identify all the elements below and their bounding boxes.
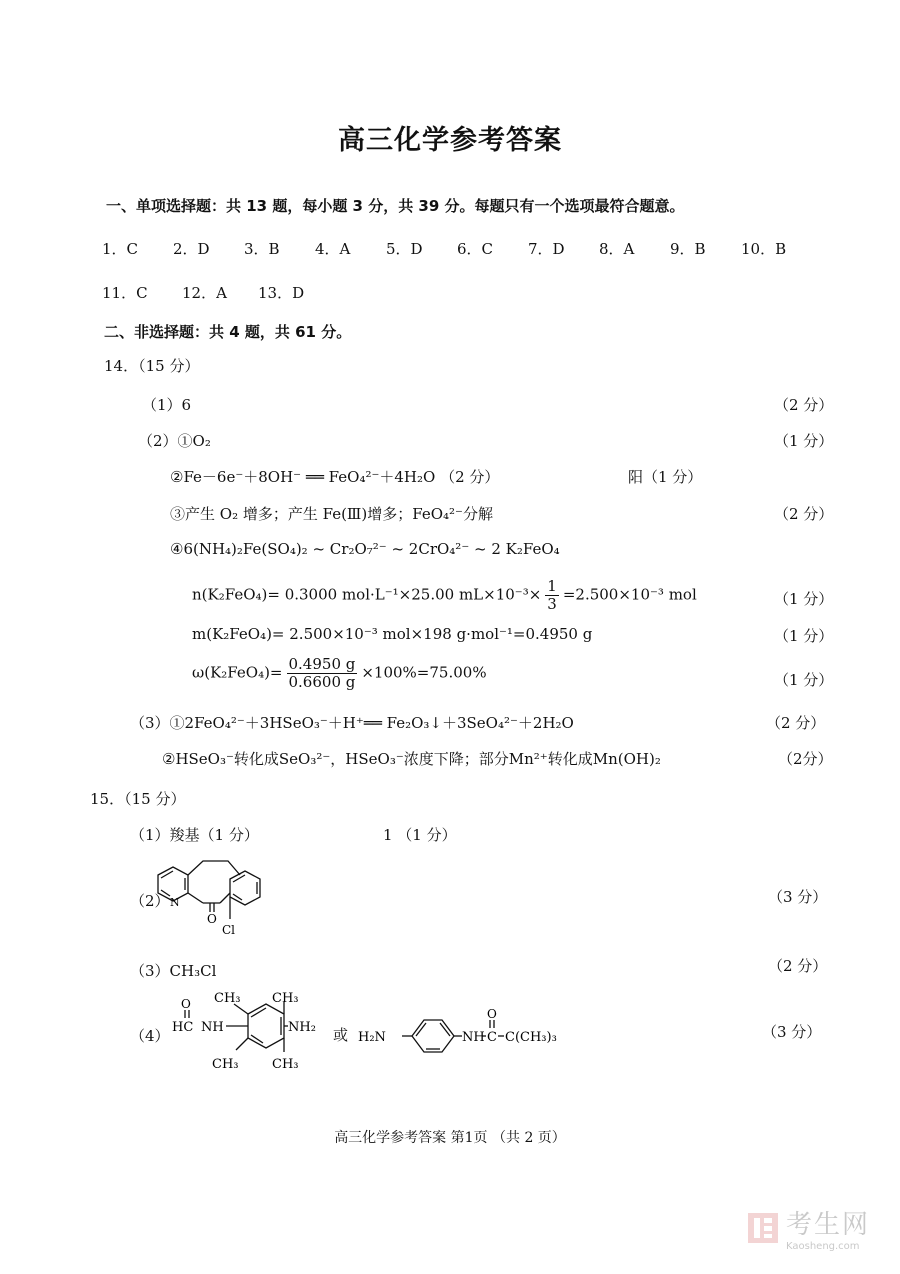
q14-calc3 <box>192 656 487 691</box>
atom-o: O <box>207 912 217 926</box>
section2-heading: 二、非选择题：共 4 题，共 61 分。 <box>104 323 352 341</box>
methyl-bottom-left: CH₃ <box>212 1057 239 1072</box>
amino-group: NH₂ <box>288 1020 316 1035</box>
watermark-text: 考生网 <box>785 1210 870 1240</box>
q14-p1-score: （2 分） <box>774 396 834 414</box>
answer-item: 2．D <box>173 240 210 258</box>
q14-p2b-extra: 阳（1 分） <box>628 468 703 486</box>
methyl-top-right: CH₃ <box>272 991 299 1006</box>
q14-label: 14．（15 分） <box>104 357 200 375</box>
q14-p1: （1）6 <box>142 396 192 414</box>
calc3-fraction <box>287 656 358 691</box>
nh-group: NH <box>201 1020 224 1035</box>
formyl-group: HC <box>172 1020 194 1035</box>
q14-calc2-score: （1 分） <box>774 627 834 645</box>
q15-p3-score: （2 分） <box>768 957 828 975</box>
fraction-denominator: 3 <box>547 595 557 613</box>
q15-p4-label: （4） <box>130 1027 170 1045</box>
watermark-logo <box>746 1204 870 1252</box>
calc1-left: n(K₂FeO₄)= 0.3000 mol·L⁻¹×25.00 mL×10⁻³× <box>192 585 542 604</box>
atom-o: O <box>181 997 191 1011</box>
q15-p2-score: （3 分） <box>768 888 828 906</box>
q15-p4-score: （3 分） <box>762 1023 822 1041</box>
q15-p2-label: （2） <box>130 892 170 910</box>
calc1-right: =2.500×10⁻³ mol <box>562 585 697 604</box>
page-title: 高三化学参考答案 <box>338 125 562 156</box>
amino-group: H₂N <box>358 1030 386 1045</box>
answer-item: 9．B <box>670 240 706 258</box>
q14-p2b: ②Fe－6e⁻＋8OH⁻ ══ FeO₄²⁻＋4H₂O （2 分） <box>170 468 500 486</box>
answer-item: 4．A <box>315 240 351 258</box>
q14-p2a: （2）①O₂ <box>138 432 211 450</box>
q15-label: 15．（15 分） <box>90 790 186 808</box>
answer-item: 10．B <box>741 240 787 258</box>
watermark-subtext: Kaosheng.com <box>785 1241 860 1252</box>
structure-2-diagram <box>148 855 278 945</box>
tert-butyl-group: C(CH₃)₃ <box>505 1030 557 1045</box>
answer-item: 12．A <box>182 284 227 302</box>
watermark-text-block <box>786 1204 870 1252</box>
q14-p3b-score: （2分） <box>778 750 833 768</box>
methyl-top-left: CH₃ <box>214 991 241 1006</box>
nh-group: NH <box>462 1030 485 1045</box>
q15-p3: （3）CH₃Cl <box>130 962 217 980</box>
fraction-numerator: 1 <box>547 577 557 595</box>
q14-calc3-score: （1 分） <box>774 671 834 689</box>
atom-cl: Cl <box>222 923 236 937</box>
answer-item: 7．D <box>528 240 565 258</box>
calc1-fraction <box>545 578 559 613</box>
calc3-left: ω(K₂FeO₄)= <box>192 663 283 682</box>
q14-p3a: （3）①2FeO₄²⁻＋3HSeO₃⁻＋H⁺══ Fe₂O₃↓＋3SeO₄²⁻＋2H₂O <box>130 714 574 732</box>
q14-p2a-score: （1 分） <box>774 432 834 450</box>
q14-p2c: ③产生 O₂ 增多；产生 Fe(Ⅲ)增多；FeO₄²⁻分解 <box>170 505 493 523</box>
or-connector: 或 <box>333 1026 349 1044</box>
answer-item: 3．B <box>244 240 280 258</box>
q15-p1: （1）羧基（1 分） <box>130 826 259 844</box>
q14-calc2: m(K₂FeO₄)= 2.500×10⁻³ mol×198 g·mol⁻¹=0.4950 g <box>192 625 593 643</box>
q14-p3b: ②HSeO₃⁻转化成SeO₃²⁻，HSeO₃⁻浓度下降；部分Mn²⁺转化成Mn(OH)₂ <box>162 750 661 768</box>
atom-o: O <box>487 1007 497 1021</box>
q14-calc1-score: （1 分） <box>774 590 834 608</box>
q14-p3a-score: （2 分） <box>766 714 826 732</box>
answer-item: 11．C <box>102 284 148 302</box>
structure-4a-diagram <box>166 988 326 1076</box>
answer-item: 5．D <box>386 240 423 258</box>
answer-item: 8．A <box>599 240 635 258</box>
page-footer: 高三化学参考答案 第1页 （共 2 页） <box>334 1130 566 1146</box>
atom-n: N <box>170 896 180 909</box>
q14-calc1 <box>192 578 697 613</box>
calc3-right: ×100%=75.00% <box>361 663 487 682</box>
answer-item: 13．D <box>258 284 305 302</box>
q14-p2d: ④6(NH₄)₂Fe(SO₄)₂ ~ Cr₂O₇²⁻ ~ 2CrO₄²⁻ ~ 2 K₂FeO₄ <box>170 540 560 558</box>
section1-heading: 一、单项选择题：共 13 题，每小题 3 分，共 39 分。每题只有一个选项最符合题意。 <box>106 197 685 215</box>
kaosheng-logo-icon <box>746 1211 780 1245</box>
answer-item: 1．C <box>102 240 139 258</box>
fraction-numerator: 0.4950 g <box>288 655 356 673</box>
q15-p1-extra: 1 （1 分） <box>383 826 457 844</box>
fraction-denominator: 0.6600 g <box>288 673 356 691</box>
answer-item: 6．C <box>457 240 494 258</box>
q14-p2c-score: （2 分） <box>774 505 834 523</box>
structure-4b-diagram <box>358 1006 576 1060</box>
carbonyl-carbon: C <box>487 1030 497 1045</box>
methyl-bottom-right: CH₃ <box>272 1057 299 1072</box>
tricyclic-ring-icon <box>158 861 260 919</box>
